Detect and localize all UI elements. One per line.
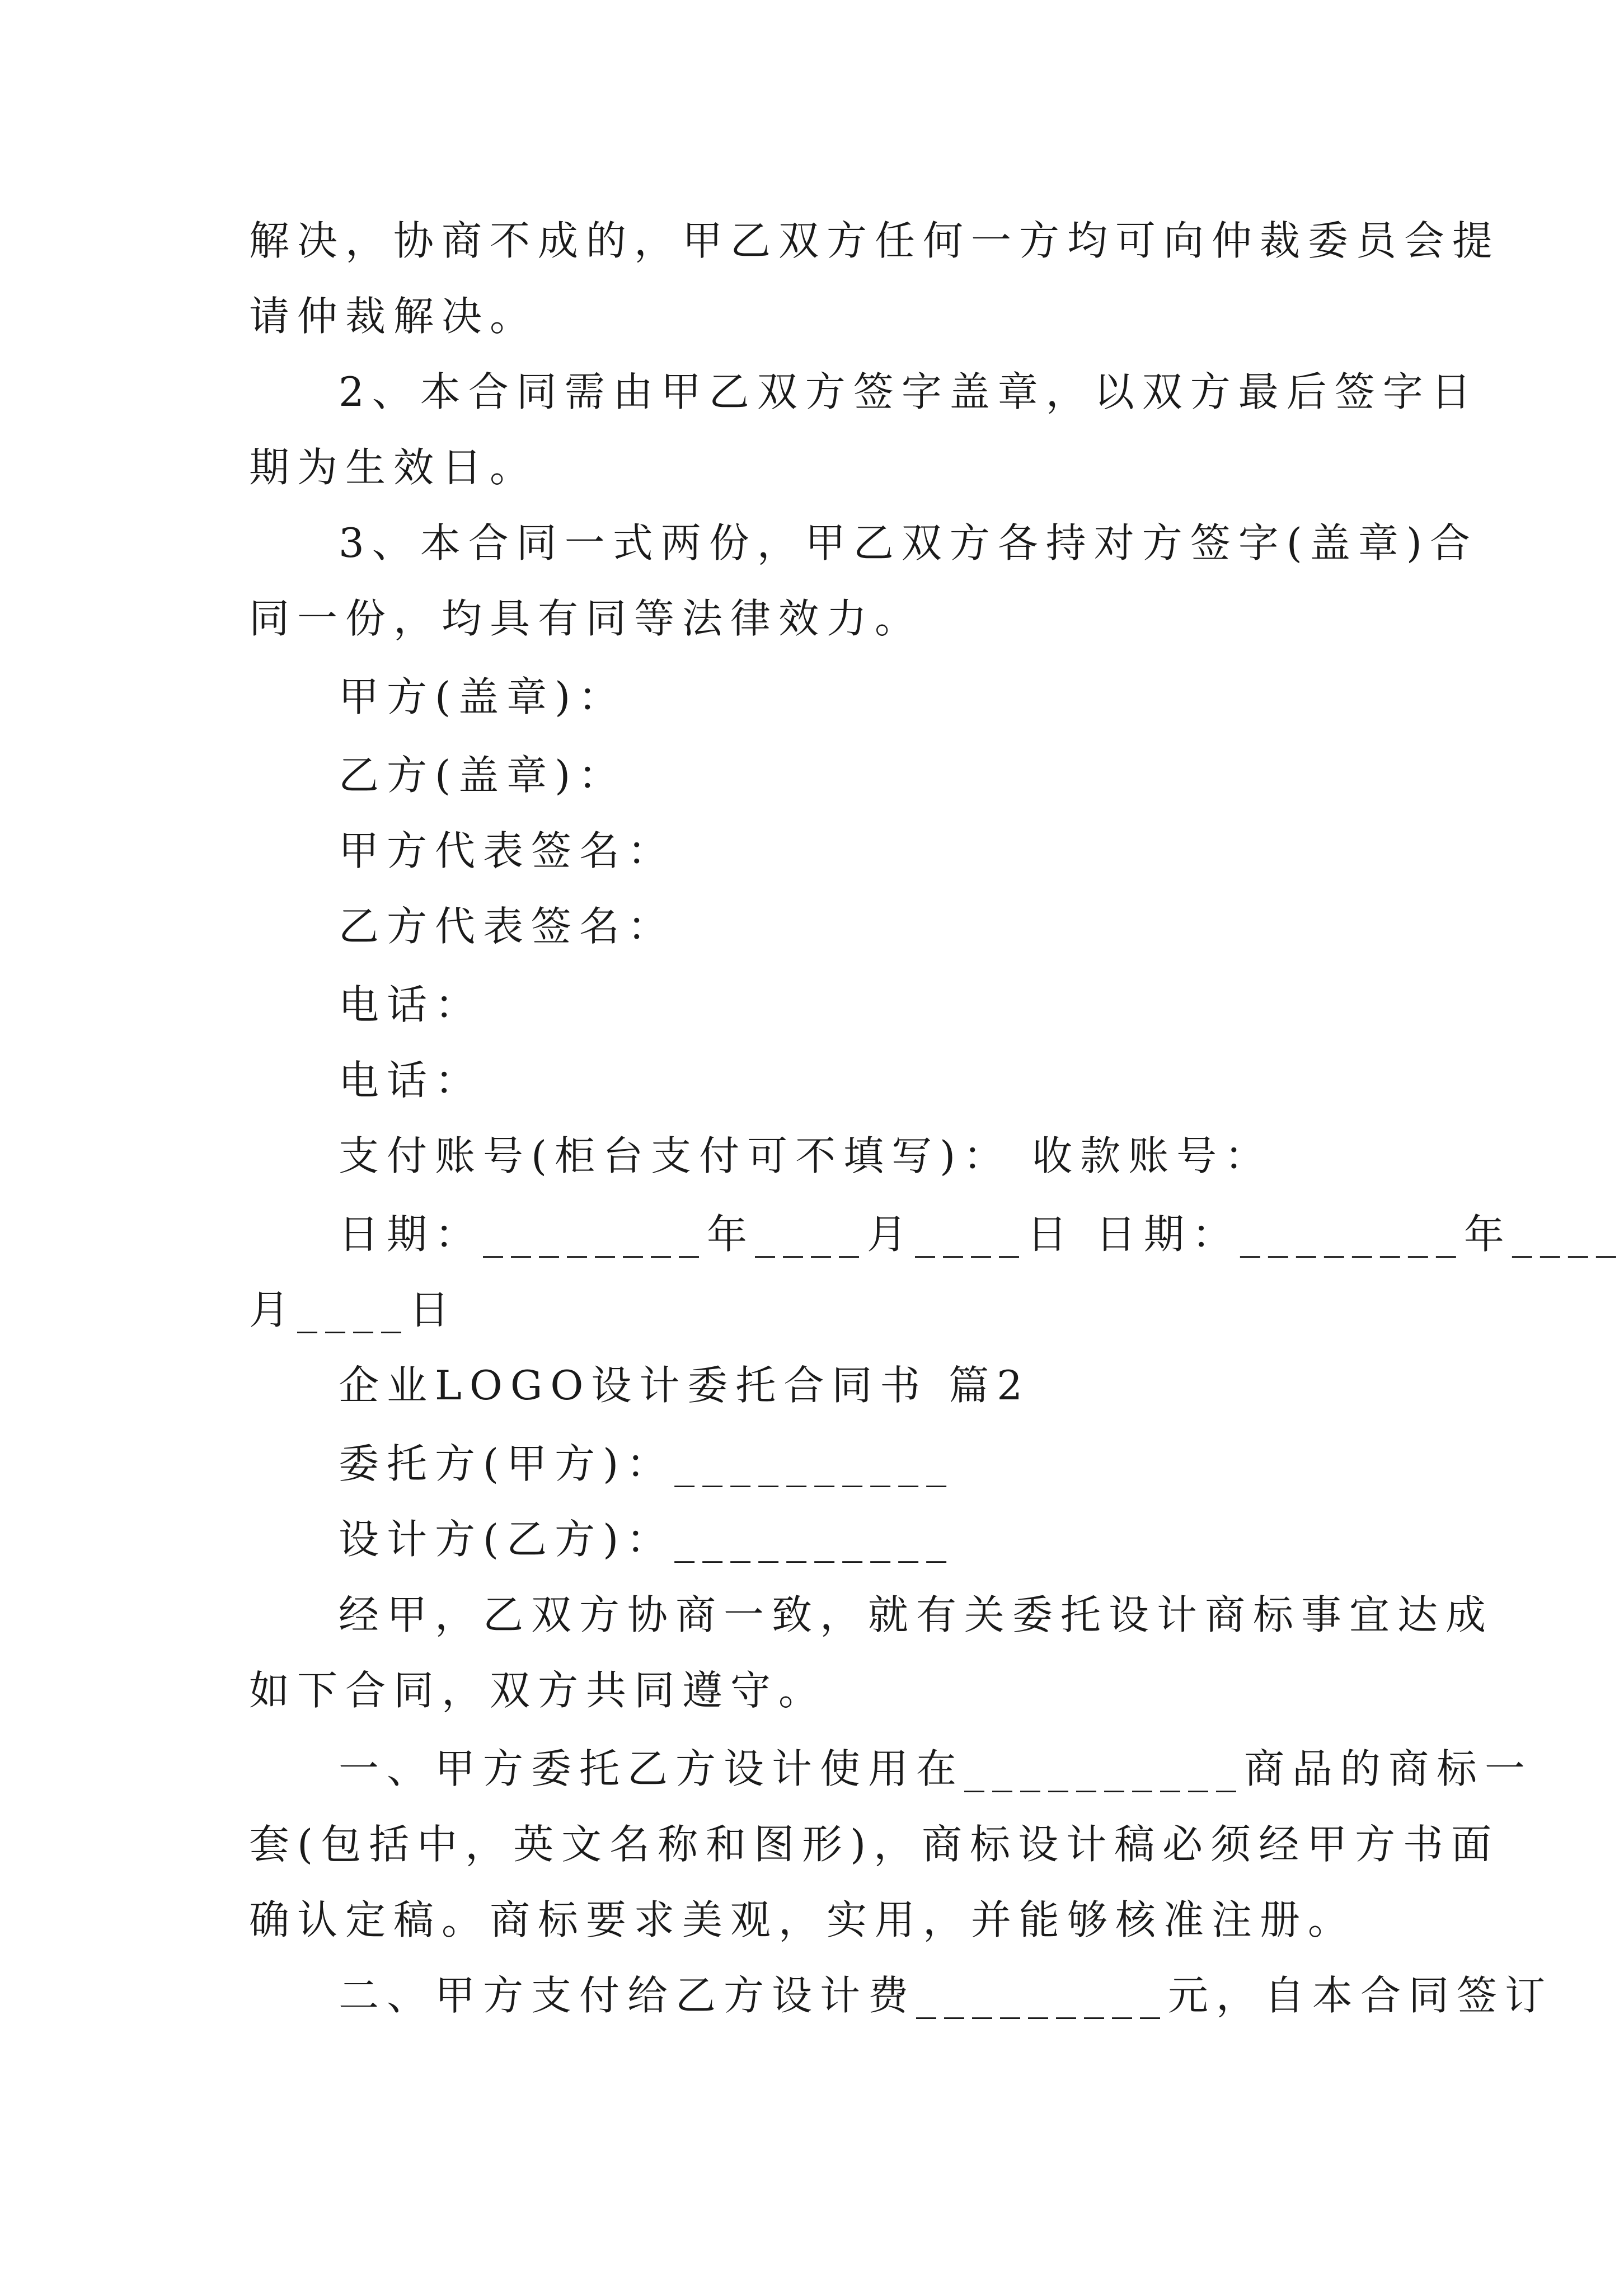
party-field-label: 设计方(乙方)：__________: [339, 1516, 955, 1563]
section-heading: 企业LOGO设计委托合同书 篇2: [339, 1362, 1031, 1409]
signature-field-label: 乙方(盖章)：: [339, 752, 627, 799]
date-field-line: 月____日: [249, 1286, 458, 1333]
text-line: 期为生效日。: [249, 444, 538, 491]
text-line: 3、本合同一式两份，甲乙双方各持对方签字(盖章)合: [339, 519, 1478, 566]
signature-field-label: 乙方代表签名：: [339, 903, 676, 950]
phone-field-label: 电话：: [339, 1057, 484, 1104]
text-line: 确认定稿。商标要求美观，实用，并能够核准注册。: [249, 1896, 1357, 1943]
text-line: 解决，协商不成的，甲乙双方任何一方均可向仲裁委员会提: [249, 217, 1501, 264]
text-line: 一、甲方委托乙方设计使用在__________商品的商标一: [339, 1745, 1533, 1792]
phone-field-label: 电话：: [339, 981, 484, 1028]
party-field-label: 委托方(甲方)：__________: [339, 1440, 955, 1487]
text-line: 如下合同，双方共同遵守。: [249, 1667, 827, 1714]
text-line: 请仲裁解决。: [249, 293, 538, 340]
text-line: 同一份，均具有同等法律效力。: [249, 595, 923, 642]
text-line: 经甲，乙双方协商一致，就有关委托设计商标事宜达成: [339, 1591, 1494, 1638]
account-field-label: 支付账号(柜台支付可不填写)： 收款账号：: [339, 1132, 1273, 1179]
text-line: 2、本合同需由甲乙双方签字盖章，以双方最后签字日: [339, 368, 1479, 415]
text-line: 套(包括中，英文名称和图形)，商标设计稿必须经甲方书面: [249, 1821, 1500, 1868]
date-field-line: 日期：________年____月____日 日期：________年____: [339, 1211, 1624, 1258]
signature-field-label: 甲方(盖章)：: [339, 673, 627, 720]
text-line: 二、甲方支付给乙方设计费_________元，自本合同签订: [339, 1972, 1553, 2019]
signature-field-label: 甲方代表签名：: [339, 827, 676, 874]
